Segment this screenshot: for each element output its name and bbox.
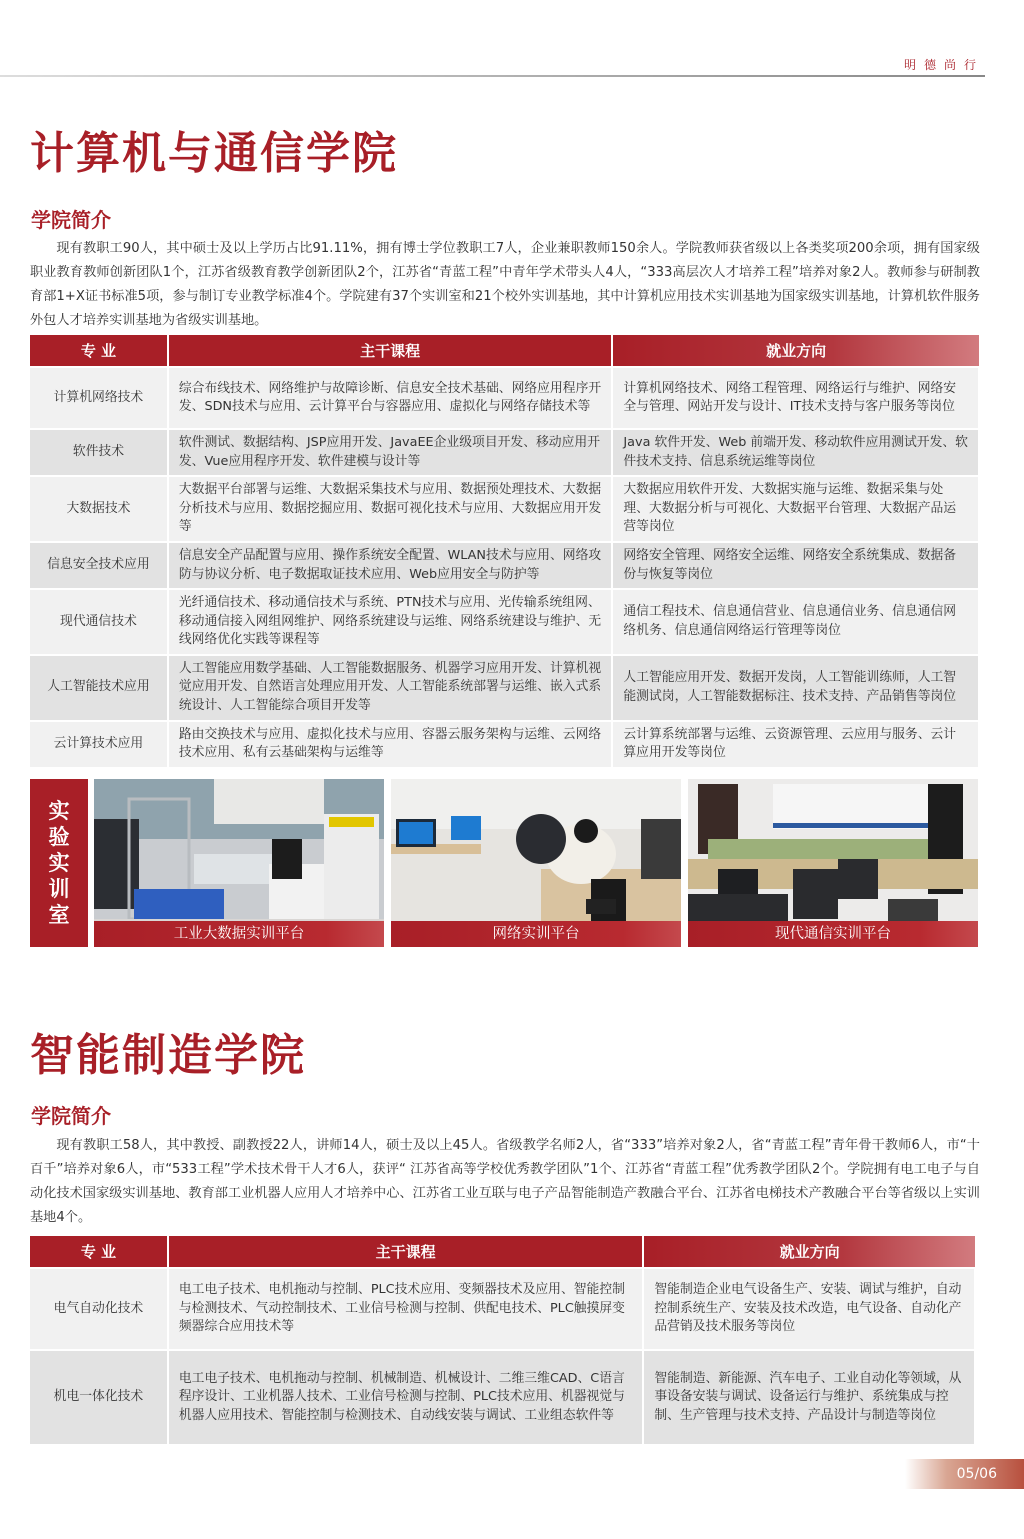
courses-cell: 电工电子技术、电机拖动与控制、机械制造、机械设计、二维三维CAD、C语言程序设计、工业机器人技术、工业信号检测与控制、PLC技术应用、机器视觉与机器人应用技术、智能控制与检测技术、自动线安装与调试、工业组态软件等 bbox=[168, 1350, 643, 1444]
careers-cell: 云计算系统部署与运维、云资源管理、云应用与服务、云计算应用开发等岗位 bbox=[612, 721, 979, 767]
careers-cell: 人工智能应用开发、数据开发岗，人工智能训练师，人工智能测试岗，人工智能数据标注、技术支持、产品销售等岗位 bbox=[612, 655, 979, 721]
labs-label bbox=[30, 779, 88, 947]
header-courses: 主干课程 bbox=[168, 335, 613, 367]
careers-cell: 智能制造、新能源、汽车电子、工业自动化等领域，从事设备安装与调试、设备运行与维护、系统集成与控制、生产管理与技术支持、产品设计与制造等岗位 bbox=[643, 1350, 975, 1444]
major-name: 计算机网络技术 bbox=[30, 367, 168, 429]
table-row bbox=[30, 1350, 975, 1444]
lab-photo-caption: 网络实训平台 bbox=[391, 921, 681, 947]
header-careers: 就业方向 bbox=[643, 1236, 975, 1268]
table-row bbox=[30, 1268, 975, 1350]
table-row bbox=[30, 655, 979, 721]
intro-heading: 学院简介 bbox=[31, 208, 111, 232]
careers-cell: 通信工程技术、信息通信营业、信息通信业务、信息通信网络机务、信息通信网络运行管理等岗位 bbox=[612, 589, 979, 655]
major-name: 软件技术 bbox=[30, 429, 168, 476]
table-row bbox=[30, 429, 979, 476]
table-row bbox=[30, 589, 979, 655]
labs-label-char: 实 bbox=[48, 799, 70, 823]
college-title: 智能制造学院 bbox=[30, 1030, 306, 1081]
labs-label-char: 室 bbox=[48, 903, 70, 927]
courses-cell: 综合布线技术、网络维护与故障诊断、信息安全技术基础、网络应用程序开发、SDN技术与应用、云计算平台与容器应用、虚拟化与网络存储技术等 bbox=[168, 367, 613, 429]
header-careers: 就业方向 bbox=[612, 335, 979, 367]
courses-cell: 软件测试、数据结构、JSP应用开发、JavaEE企业级项目开发、移动应用开发、Vue应用程序开发、软件建模与设计等 bbox=[168, 429, 613, 476]
lab-photo-network bbox=[391, 779, 681, 947]
table-row bbox=[30, 367, 979, 429]
labs-label-char: 实 bbox=[48, 851, 70, 875]
intro-heading: 学院简介 bbox=[31, 1104, 111, 1128]
courses-cell: 人工智能应用数学基础、人工智能数据服务、机器学习应用开发、计算机视觉应用开发、自然语言处理应用开发、人工智能系统部署与运维、嵌入式系统设计、人工智能综合项目开发等 bbox=[168, 655, 613, 721]
major-name: 电气自动化技术 bbox=[30, 1268, 168, 1350]
courses-cell: 光纤通信技术、移动通信技术与系统、PTN技术与应用、光传输系统组网、移动通信接入网组网维护、网络系统建设与运维、网络系统建设与维护、无线网络优化实践等课程等 bbox=[168, 589, 613, 655]
careers-cell: 智能制造企业电气设备生产、安装、调试与维护，自动控制系统生产、安装及技术改造，电气设备、自动化产品营销及技术服务等岗位 bbox=[643, 1268, 975, 1350]
college-title: 计算机与通信学院 bbox=[30, 128, 398, 179]
intro-paragraph: 现有教职工90人，其中硕士及以上学历占比91.11%，拥有博士学位教职工7人，企业兼职教师150余人。学院教师获省级以上各类奖项200余项，拥有国家级职业教育教师创新团队1个，江苏省级教育教学创新团队2个，江苏省“青蓝工程”中青年学术带头人4人，“333高层次人才培养工程”培养对象2人。教师参与研制教育部1+X证书标准5项，参与制订专业教学标准4个。学院建有37个实训室和21个校外实训基地，其中计算机应用技术实训基地为国家级实训基地，计算机软件服务外包人才培养实训基地为省级实训基地。 bbox=[30, 241, 980, 328]
table-header-row bbox=[30, 1236, 975, 1268]
major-name: 机电一体化技术 bbox=[30, 1350, 168, 1444]
table-row bbox=[30, 476, 979, 542]
courses-cell: 信息安全产品配置与应用、操作系统安全配置、WLAN技术与应用、网络攻防与协议分析、电子数据取证技术应用、Web应用安全与防护等 bbox=[168, 542, 613, 589]
table-header-row bbox=[30, 335, 979, 367]
header-divider bbox=[0, 75, 985, 77]
table-row bbox=[30, 721, 979, 767]
major-name: 人工智能技术应用 bbox=[30, 655, 168, 721]
labs-label-char: 训 bbox=[48, 877, 70, 901]
major-name: 现代通信技术 bbox=[30, 589, 168, 655]
courses-cell: 大数据平台部署与运维、大数据采集技术与应用、数据预处理技术、大数据分析技术与应用、数据挖掘应用、数据可视化技术与应用、大数据应用开发等 bbox=[168, 476, 613, 542]
major-name: 信息安全技术应用 bbox=[30, 542, 168, 589]
careers-cell: 计算机网络技术、网络工程管理、网络运行与维护、网络安全与管理、网站开发与设计、IT技术支持与客户服务等岗位 bbox=[612, 367, 979, 429]
intro-paragraph: 现有教职工58人，其中教授、副教授22人，讲师14人，硕士及以上45人。省级教学名师2人，省“333”培养对象2人，省“青蓝工程”青年骨干教师6人，市“十百千”培养对象6人，市“533工程”学术技术骨干人才6人，获评“ 江苏省高等学校优秀教学团队”1个、江苏省“青蓝工程”优秀教学团队2个。学院拥有电工电子与自动化技术国家级实训基地、教育部工业机器人应用人才培养中心、江苏省工业互联与电子产品智能制造产教融合平台、江苏省电梯技术产教融合平台等省级以上实训基地4个。 bbox=[30, 1138, 980, 1225]
careers-cell: Java 软件开发、Web 前端开发、移动软件应用测试开发、软件技术支持、信息系统运维等岗位 bbox=[612, 429, 979, 476]
header-major: 专 业 bbox=[30, 335, 168, 367]
header-courses: 主干课程 bbox=[168, 1236, 643, 1268]
labs-label-char: 验 bbox=[48, 825, 70, 849]
program-table bbox=[30, 335, 980, 767]
major-name: 大数据技术 bbox=[30, 476, 168, 542]
lab-photo-modern-communication bbox=[688, 779, 978, 947]
lab-photo-caption: 现代通信实训平台 bbox=[688, 921, 978, 947]
header-major: 专 业 bbox=[30, 1236, 168, 1268]
lab-photo-caption: 工业大数据实训平台 bbox=[94, 921, 384, 947]
page-number: 05/06 bbox=[905, 1459, 1024, 1489]
major-name: 云计算技术应用 bbox=[30, 721, 168, 767]
lab-photo-industrial-bigdata bbox=[94, 779, 384, 947]
courses-cell: 电工电子技术、电机拖动与控制、PLC技术应用、变频器技术及应用、智能控制与检测技术、气动控制技术、工业信号检测与控制、供配电技术、PLC触摸屏变频器综合应用技术等 bbox=[168, 1268, 643, 1350]
table-row bbox=[30, 542, 979, 589]
courses-cell: 路由交换技术与应用、虚拟化技术与应用、容器云服务架构与运维、云网络技术应用、私有云基础架构与运维等 bbox=[168, 721, 613, 767]
program-table bbox=[30, 1236, 976, 1444]
header-motto: 明德尚行 bbox=[903, 58, 984, 72]
careers-cell: 大数据应用软件开发、大数据实施与运维、数据采集与处理、大数据分析与可视化、大数据平台管理、大数据产品运营等岗位 bbox=[612, 476, 979, 542]
careers-cell: 网络安全管理、网络安全运维、网络安全系统集成、数据备份与恢复等岗位 bbox=[612, 542, 979, 589]
